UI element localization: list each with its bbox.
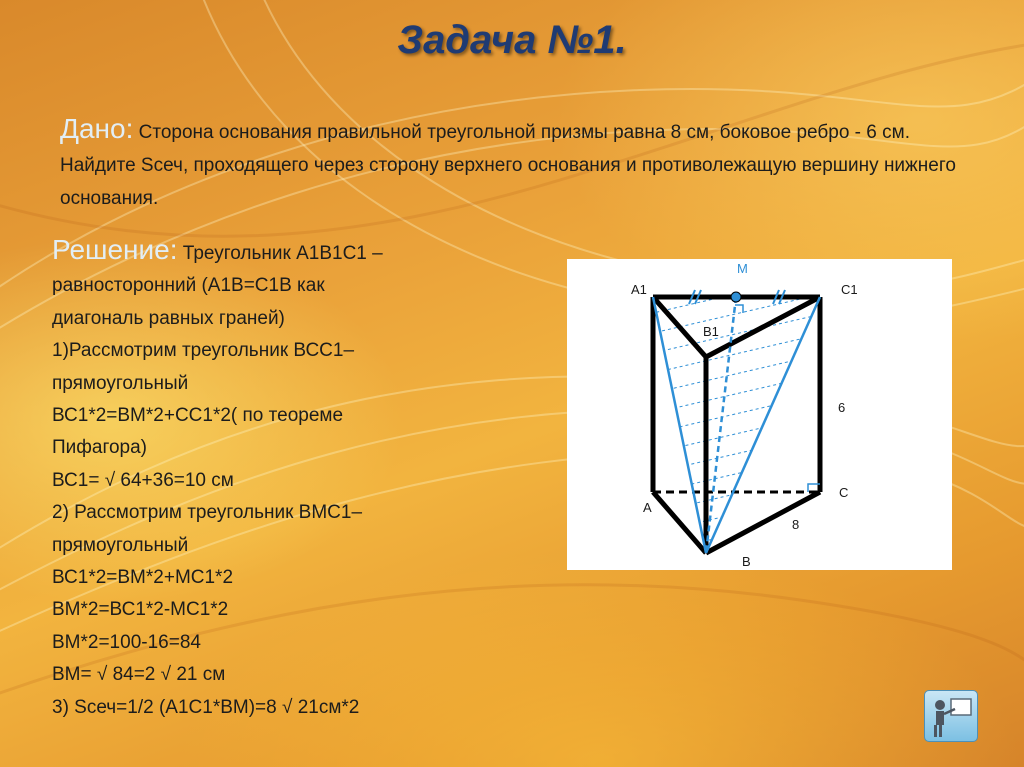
- label-a1: A1: [631, 282, 647, 297]
- label-c1: C1: [841, 282, 858, 297]
- section-hatching: [627, 259, 887, 559]
- solution-first-line: [52, 234, 522, 270]
- solution-line: прямоугольный: [52, 534, 189, 556]
- label-c: C: [839, 485, 849, 500]
- solution-first-text: Треугольник А1В1С1 –: [182, 243, 383, 264]
- label-m: M: [737, 261, 748, 276]
- label-b1: B1: [703, 324, 719, 339]
- solution-line: 3) Sсеч=1/2 (А1С1*ВМ)=8 √ 21см*2: [52, 696, 360, 718]
- solution-line: ВМ*2=ВС1*2-МС1*2: [52, 599, 229, 621]
- prism-diagram: [567, 259, 952, 570]
- solution-line: ВС1*2=ВМ*2+СС1*2( по теореме: [52, 405, 344, 427]
- slide-title: Задача №1.: [397, 18, 627, 62]
- prism-edges: [653, 297, 820, 553]
- solution-line: ВС1*2=ВМ*2+МС1*2: [52, 567, 234, 589]
- solution-line: ВМ*2=100-16=84: [52, 631, 201, 653]
- given-block: [60, 112, 960, 215]
- presenter-figure-icon[interactable]: [924, 690, 978, 742]
- label-b: B: [742, 554, 751, 569]
- solution-line: 2) Рассмотрим треугольник ВМС1–: [52, 502, 363, 524]
- solution-label: Решение:: [52, 234, 178, 265]
- right-angle-marker-m: [735, 305, 743, 313]
- solution-line: ВМ= √ 84=2 √ 21 см: [52, 664, 226, 686]
- solution-line: ВС1= √ 64+36=10 см: [52, 469, 234, 491]
- given-text: Сторона основания правильной треугольной призмы равна 8 см, боковое ребро - 6 см. Найдите Sсеч, проходящего через сторону верхнего основания и противолежащую вершину нижнего основания.: [60, 122, 956, 209]
- solution-block: [52, 234, 522, 724]
- solution-line: равносторонний (А1В=С1В как: [52, 275, 325, 297]
- given-label: Дано:: [60, 113, 134, 144]
- solution-line: Пифагора): [52, 437, 148, 459]
- midpoint-m-marker: [731, 292, 741, 302]
- prism-figure: [567, 259, 952, 570]
- presenter-figure-icon-graphic: [925, 691, 977, 741]
- solution-line: диагональ равных граней): [52, 307, 285, 329]
- solution-line: 1)Рассмотрим треугольник ВСС1–: [52, 340, 355, 362]
- label-height-6: 6: [838, 400, 846, 415]
- label-a: A: [643, 500, 652, 515]
- section-edges: [653, 297, 820, 553]
- solution-line: прямоугольный: [52, 372, 189, 394]
- label-base-8: 8: [792, 517, 800, 532]
